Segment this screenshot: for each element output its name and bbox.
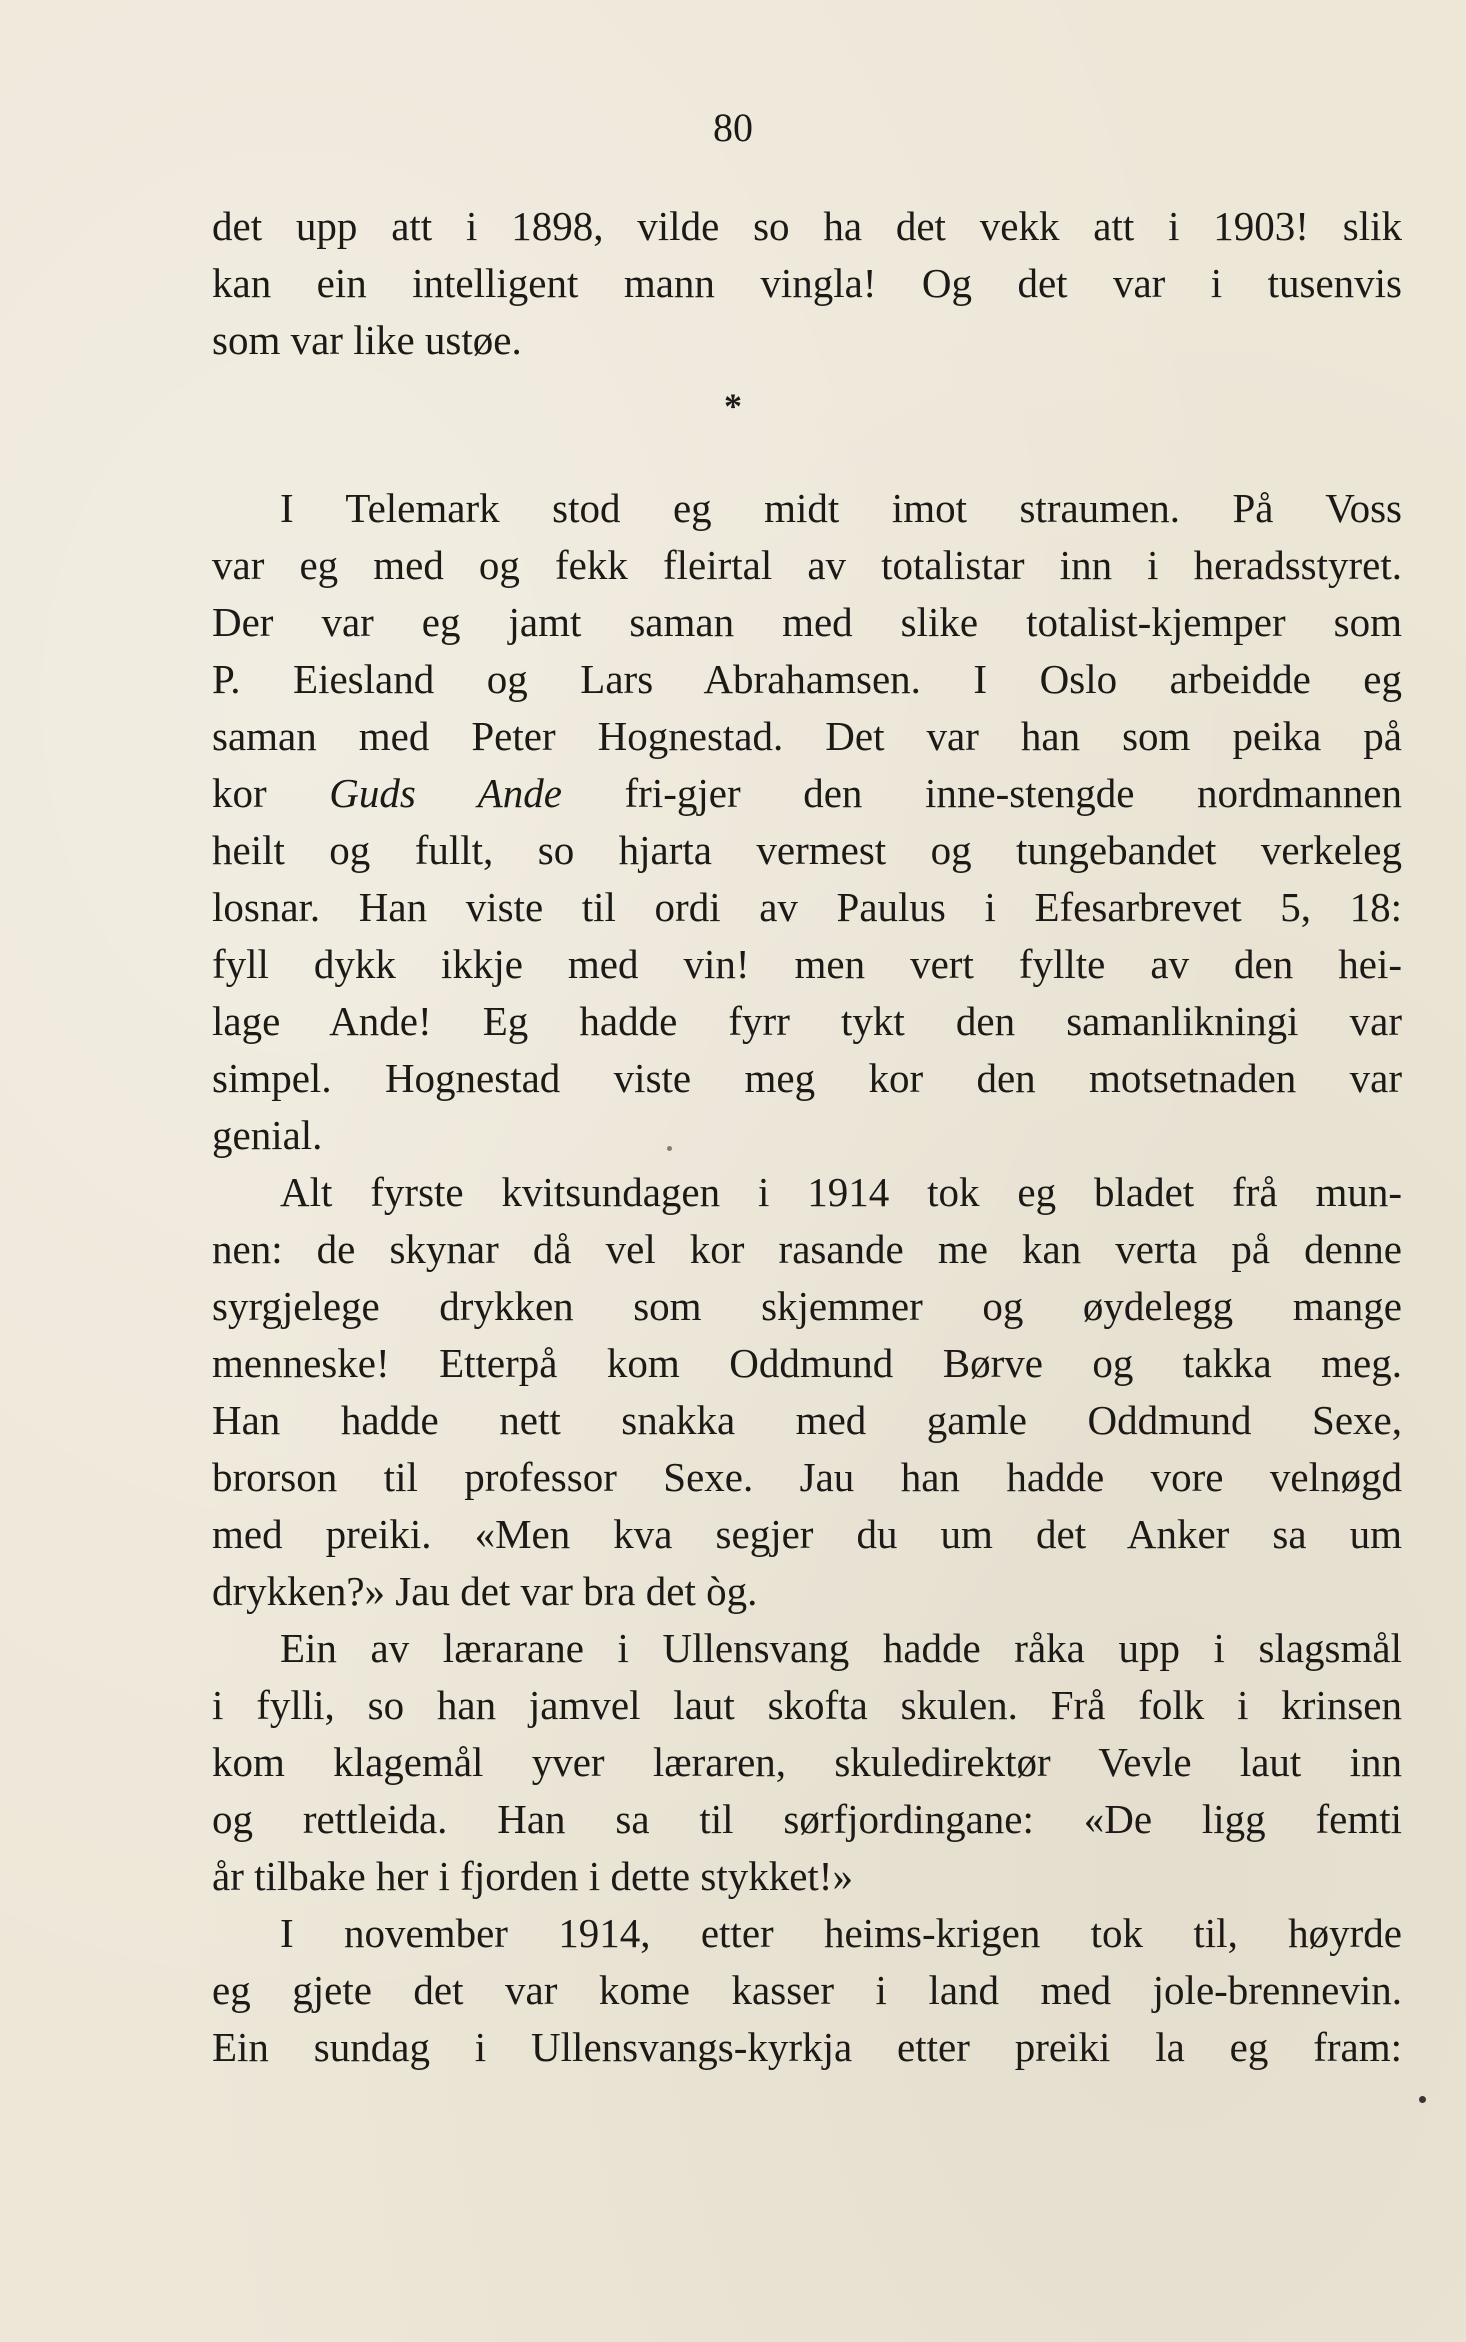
text-block-main: [212, 480, 1402, 2076]
text-line: I Telemark stod eg midt imot straumen. På Voss: [280, 485, 1402, 531]
line-text: fri-gjer den inne-stengde nordmannen: [561, 770, 1403, 816]
text-line: Ein av lærarane i Ullensvang hadde råka upp i slagsmål: [280, 1625, 1402, 1671]
page-number: 80: [713, 105, 753, 150]
text-line: kom klagemål yver læraren, skuledirektør Vevle laut inn: [212, 1739, 1402, 1785]
text-line: og rettleida. Han sa til sørfjordingane: «De ligg femti: [212, 1796, 1402, 1842]
italic-text: Guds Ande: [329, 770, 562, 816]
text-line: lage Ande! Eg hadde fyrr tykt den samanlikningi var: [212, 998, 1402, 1044]
text-line: brorson til professor Sexe. Jau han hadde vore velnøgd: [212, 1454, 1402, 1500]
text-block-top: [212, 198, 1402, 369]
text-line: Alt fyrste kvitsundagen i 1914 tok eg bladet frå mun-: [280, 1169, 1402, 1215]
text-line: eg gjete det var kome kasser i land med jole-brennevin.: [212, 1967, 1402, 2013]
section-separator: *: [724, 386, 742, 426]
text-line: Der var eg jamt saman med slike totalist-kjemper som: [212, 599, 1402, 645]
text-line: som var like ustøe.: [212, 317, 522, 363]
text-line: fyll dykk ikkje med vin! men vert fyllte av den hei-: [212, 941, 1402, 987]
text-line: i fylli, so han jamvel laut skofta skulen. Frå folk i krinsen: [212, 1682, 1402, 1728]
print-speck: [667, 1146, 672, 1151]
text-line: heilt og fullt, so hjarta vermest og tungebandet verkeleg: [212, 827, 1402, 873]
text-line: menneske! Etterpå kom Oddmund Børve og takka meg.: [212, 1340, 1402, 1386]
text-line: saman med Peter Hognestad. Det var han som peika på: [212, 713, 1402, 759]
text-line: nen: de skynar då vel kor rasande me kan verta på denne: [212, 1226, 1402, 1272]
text-line: simpel. Hognestad viste meg kor den motsetnaden var: [212, 1055, 1402, 1101]
text-line: det upp att i 1898, vilde so ha det vekk att i 1903! slik: [212, 203, 1402, 249]
text-line: Ein sundag i Ullensvangs-kyrkja etter preiki la eg fram:: [212, 2024, 1402, 2070]
text-line: med preiki. «Men kva segjer du um det Anker sa um: [212, 1511, 1402, 1557]
text-line: losnar. Han viste til ordi av Paulus i Efesarbrevet 5, 18:: [212, 884, 1402, 930]
text-line: syrgjelege drykken som skjemmer og øydelegg mange: [212, 1283, 1402, 1329]
text-line: P. Eiesland og Lars Abrahamsen. I Oslo arbeidde eg: [212, 656, 1402, 702]
text-line: var eg med og fekk fleirtal av totalistar inn i heradsstyret.: [212, 542, 1402, 588]
text-line: [212, 765, 1402, 822]
print-speck: [1419, 2096, 1426, 2103]
text-line: drykken?» Jau det var bra det òg.: [212, 1568, 758, 1614]
text-line: I november 1914, etter heims-krigen tok til, høyrde: [280, 1910, 1402, 1956]
line-text: kor: [212, 770, 330, 816]
text-line: år tilbake her i fjorden i dette stykket!»: [212, 1853, 853, 1899]
text-line: genial.: [212, 1112, 323, 1158]
text-line: kan ein intelligent mann vingla! Og det var i tusenvis: [212, 260, 1402, 306]
text-line: Han hadde nett snakka med gamle Oddmund Sexe,: [212, 1397, 1402, 1443]
